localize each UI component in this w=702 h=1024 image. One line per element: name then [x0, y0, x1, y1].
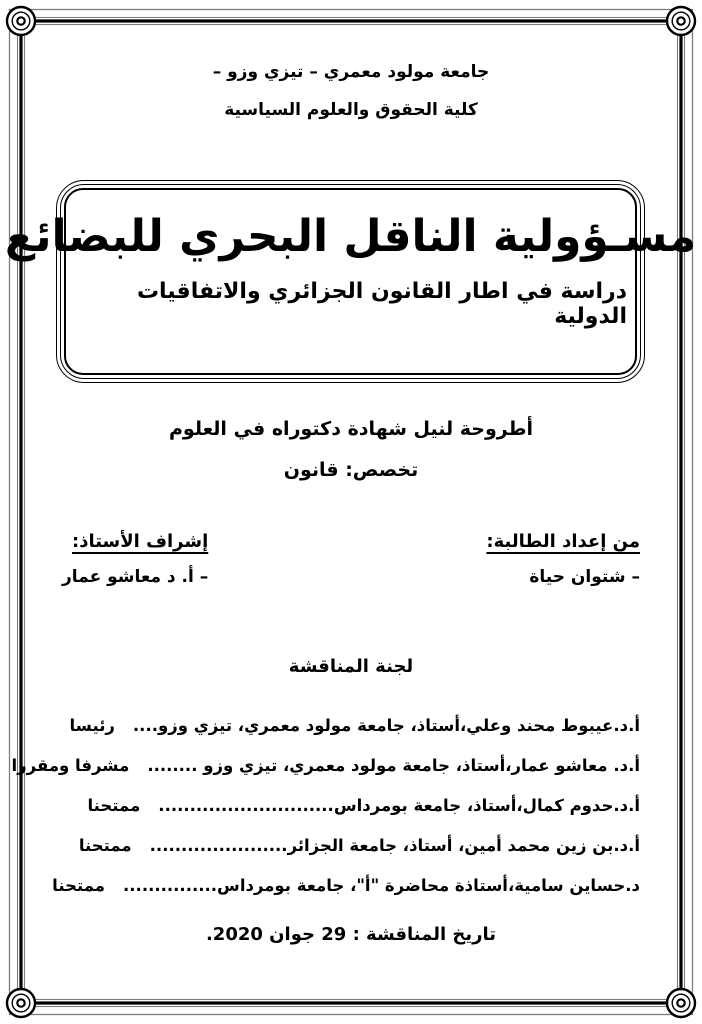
- faculty-name: كلية الحقوق والعلوم السياسية: [224, 100, 478, 120]
- title-box: [4, 180, 697, 383]
- committee-member-row: [80, 794, 640, 818]
- member-details: أ.د. معاشو عمار،أستاذ، جامعة مولود معمري، تيزي وزو: [203, 755, 640, 775]
- title-box-inner-border: [4, 188, 697, 375]
- student-section: [486, 531, 640, 587]
- corner-ornament-icon: [667, 7, 695, 35]
- defense-date: تاريخ المناقشة : 29 جوان 2020.: [205, 924, 497, 945]
- committee-list: [11, 714, 640, 914]
- page-header: [0, 62, 702, 120]
- committee-member-row: [69, 714, 640, 738]
- specialty-line: تخصص: قانون: [283, 459, 419, 481]
- degree-line: أطروحة لنيل شهادة دكتوراه في العلوم: [168, 418, 534, 440]
- dotted-leader: ......................: [149, 835, 288, 855]
- member-role: ممتحنا: [52, 875, 106, 895]
- member-role: ممتحنا: [78, 835, 132, 855]
- member-role: ممتحنا: [87, 795, 141, 815]
- dotted-leader: ...............: [123, 875, 218, 895]
- member-details: د.حساين سامية،أستاذة محاضرة "أ"، جامعة بومرداس: [217, 875, 640, 895]
- member-role: مشرفا ومقررا: [11, 755, 130, 775]
- title-box-middle-border: [4, 184, 697, 379]
- committee-member-row: [52, 874, 640, 898]
- people-section: [58, 531, 640, 587]
- dotted-leader: ........: [147, 755, 198, 775]
- committee-member-row: [11, 754, 640, 778]
- supervisor-heading: إشراف الأستاذ:: [72, 531, 209, 552]
- member-details: أ.د.عيبوط محند وعلي،أستاذ، جامعة مولود معمري، تيزي وزو: [157, 716, 640, 735]
- committee-heading: لجنة المناقشة: [288, 656, 414, 677]
- member-role: رئيسا: [69, 716, 115, 735]
- corner-ornament-icon: [7, 989, 35, 1017]
- thesis-title: مسـؤولية الناقل البحري للبضائع: [4, 211, 697, 263]
- supervisor-section: [62, 531, 208, 587]
- dotted-leader: ............................: [158, 795, 334, 815]
- thesis-subtitle: دراسة في اطار القانون الجزائري والاتفاقيات الدولية: [136, 278, 627, 329]
- member-details: أ.د.بن زين محمد أمين، أستاذ، جامعة الجزائر: [287, 835, 640, 855]
- university-name: جامعة مولود معمري – تيزي وزو –: [212, 62, 490, 82]
- title-box-outer-border: [4, 180, 697, 383]
- dotted-leader: ....: [132, 716, 158, 735]
- committee-member-row: [80, 834, 640, 858]
- student-name: – شتوان حياة: [529, 567, 640, 587]
- supervisor-name: – أ. د معاشو عمار: [62, 567, 209, 587]
- corner-ornament-icon: [667, 989, 695, 1017]
- corner-ornament-icon: [7, 7, 35, 35]
- member-details: أ.د.حدوم كمال،أستاذ، جامعة بومرداس: [333, 795, 640, 815]
- student-heading: من إعداد الطالبة:: [486, 531, 640, 552]
